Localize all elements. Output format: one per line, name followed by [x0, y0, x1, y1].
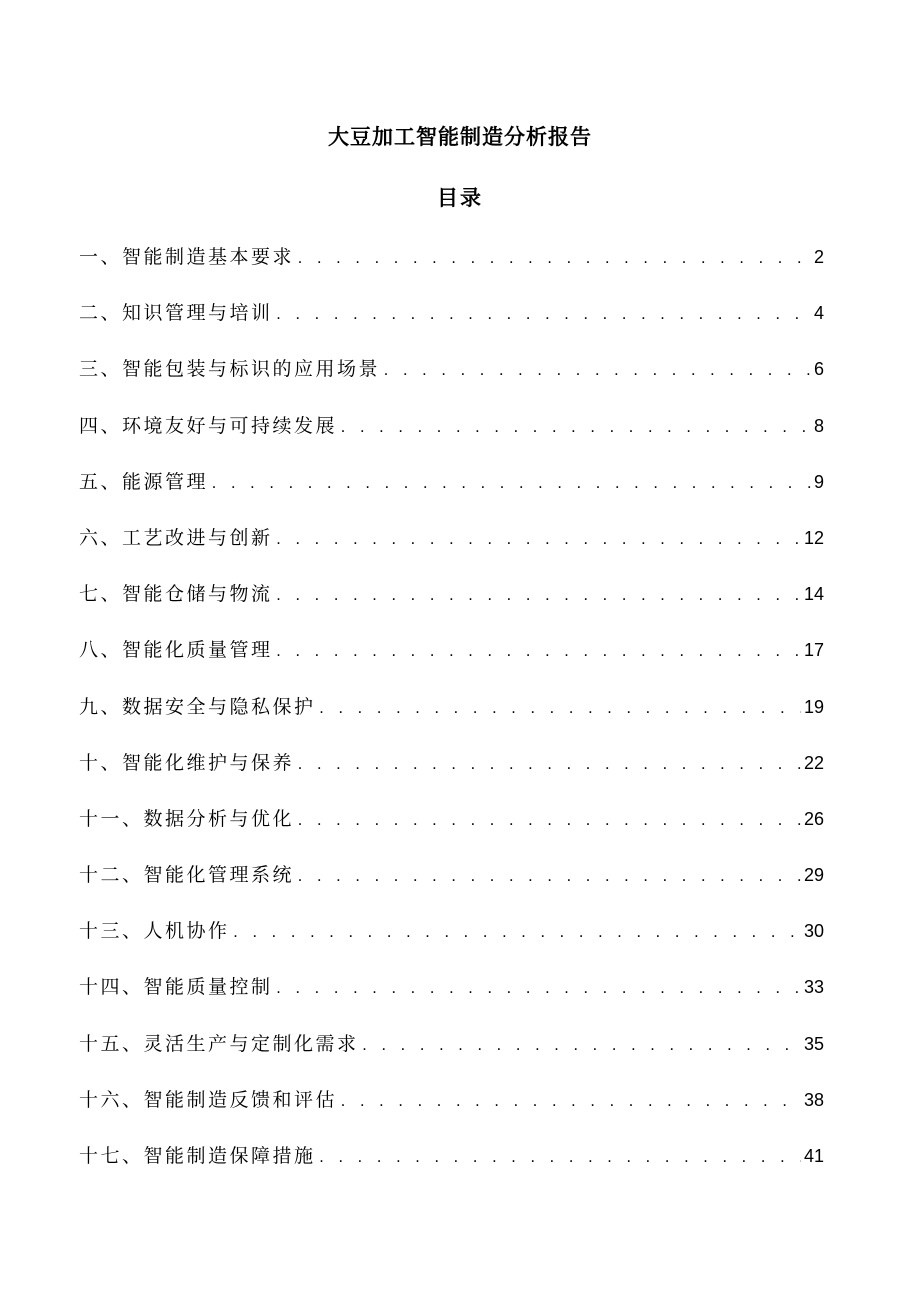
table-of-contents	[79, 241, 824, 1196]
toc-dot-leader	[277, 636, 801, 668]
toc-page-number: 8	[813, 415, 824, 436]
toc-entry[interactable]	[79, 410, 824, 466]
toc-page-number: 2	[813, 247, 824, 267]
toc-entry[interactable]	[79, 691, 824, 747]
document-title: 大豆加工智能制造分析报告	[328, 125, 592, 149]
toc-entry-label: 十二、智能化管理系统	[79, 864, 295, 887]
toc-page-number: 4	[813, 303, 824, 324]
toc-dot-leader	[212, 468, 811, 500]
toc-page-number: 41	[803, 1146, 824, 1166]
toc-entry[interactable]	[79, 353, 824, 409]
toc-page-number: 35	[803, 1033, 824, 1054]
toc-dot-leader	[277, 524, 801, 556]
toc-entry-label: 一、智能制造基本要求	[79, 246, 295, 268]
toc-dot-leader	[320, 1142, 801, 1174]
toc-entry-label: 三、智能包装与标识的应用场景	[79, 358, 381, 381]
toc-entry[interactable]	[79, 971, 824, 1027]
toc-entry[interactable]	[79, 1140, 824, 1196]
toc-dot-leader	[384, 355, 811, 387]
toc-entry[interactable]	[79, 634, 824, 690]
toc-page-number: 29	[803, 865, 824, 886]
toc-entry[interactable]	[79, 466, 824, 522]
toc-dot-leader	[298, 749, 801, 781]
toc-page-number: 33	[803, 977, 824, 998]
toc-dot-leader	[341, 1086, 801, 1118]
toc-entry[interactable]	[79, 297, 824, 353]
toc-entry-label: 十四、智能质量控制	[79, 976, 273, 999]
toc-page-number: 30	[803, 921, 824, 942]
toc-entry-label: 五、能源管理	[79, 470, 209, 493]
toc-entry[interactable]	[79, 915, 824, 971]
toc-entry-label: 八、智能化质量管理	[79, 639, 273, 662]
toc-dot-leader	[320, 693, 801, 725]
toc-entry-label: 六、工艺改进与创新	[79, 526, 273, 549]
toc-entry-label: 十六、智能制造反馈和评估	[79, 1088, 338, 1111]
toc-page-number: 12	[803, 527, 824, 548]
toc-dot-leader	[298, 243, 811, 275]
toc-entry-label: 十七、智能制造保障措施	[79, 1145, 316, 1167]
toc-dot-leader	[277, 580, 801, 612]
toc-entry[interactable]	[79, 522, 824, 578]
toc-page-number: 26	[803, 808, 824, 829]
toc-entry[interactable]	[79, 803, 824, 859]
toc-entry-label: 十、智能化维护与保养	[79, 751, 295, 774]
toc-entry[interactable]	[79, 1084, 824, 1140]
toc-page-number: 38	[803, 1089, 824, 1110]
toc-page-number: 19	[803, 696, 824, 717]
toc-page-number: 17	[803, 640, 824, 661]
toc-dot-leader	[277, 973, 801, 1005]
toc-entry[interactable]	[79, 747, 824, 803]
toc-entry[interactable]	[79, 578, 824, 634]
toc-entry[interactable]	[79, 1028, 824, 1084]
toc-dot-leader	[363, 1030, 801, 1062]
toc-page-number: 9	[813, 471, 824, 492]
toc-page-number: 22	[803, 752, 824, 773]
toc-entry[interactable]	[79, 241, 824, 297]
toc-dot-leader	[341, 412, 811, 444]
toc-entry-label: 七、智能仓储与物流	[79, 583, 273, 606]
toc-entry-label: 十三、人机协作	[79, 920, 230, 943]
toc-entry-label: 十五、灵活生产与定制化需求	[79, 1032, 359, 1055]
toc-entry[interactable]	[79, 859, 824, 915]
toc-dot-leader	[298, 861, 801, 893]
toc-dot-leader	[234, 917, 801, 949]
toc-entry-label: 十一、数据分析与优化	[79, 807, 295, 830]
toc-dot-leader	[298, 805, 801, 837]
toc-page-number: 6	[813, 359, 824, 380]
toc-entry-label: 二、知识管理与培训	[79, 302, 273, 325]
toc-entry-label: 四、环境友好与可持续发展	[79, 414, 338, 437]
toc-dot-leader	[277, 299, 811, 331]
toc-heading: 目录	[437, 186, 483, 210]
toc-entry-label: 九、数据安全与隐私保护	[79, 695, 316, 718]
toc-page-number: 14	[803, 584, 824, 605]
